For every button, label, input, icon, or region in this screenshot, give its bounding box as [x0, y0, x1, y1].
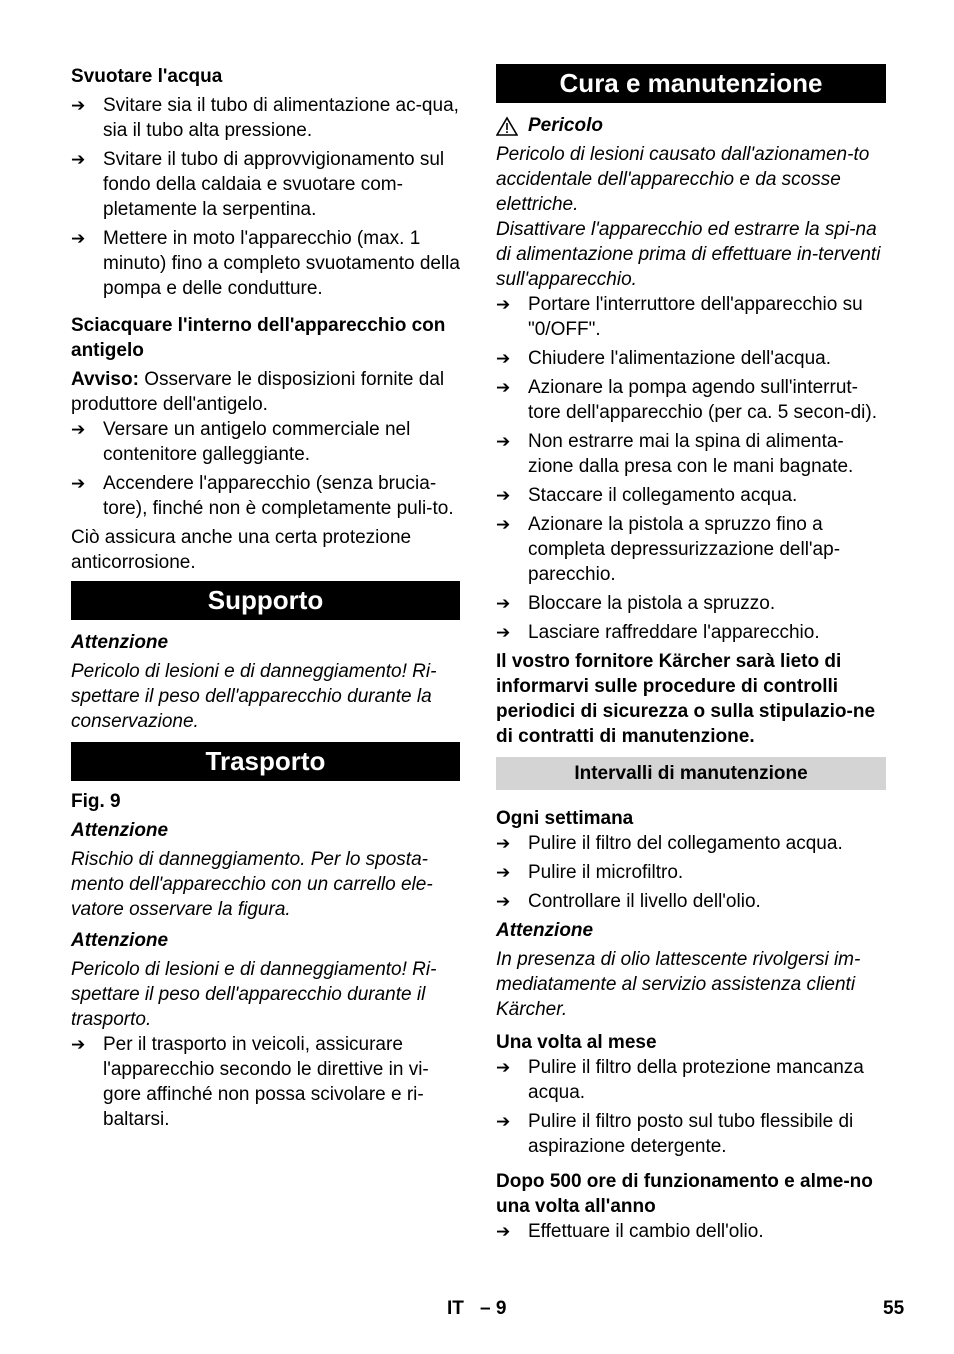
list-item: ➔ Bloccare la pistola a spruzzo. — [496, 593, 776, 614]
figure-ref: Fig. 9 — [71, 791, 121, 812]
section-bar-intervalli: Intervalli di manutenzione — [496, 757, 886, 790]
list-item: ➔ Svitare sia il tubo di alimentazione ac-qua, sia il tubo alta pressione. — [71, 95, 459, 141]
arrow-right-icon: ➔ — [496, 349, 511, 368]
arrow-right-icon: ➔ — [496, 892, 511, 911]
avviso-text: Osservare le disposizioni fornite dal produttore dell'antigelo. — [71, 369, 445, 415]
arrow-right-icon: ➔ — [496, 515, 511, 534]
right-column — [496, 64, 886, 1244]
arrow-right-icon: ➔ — [496, 863, 511, 882]
heading-ogni-settimana: Ogni settimana — [496, 808, 634, 829]
arrow-right-icon: ➔ — [71, 1035, 86, 1054]
list-item: ➔ Pulire il filtro della protezione mancanza acqua. — [496, 1057, 864, 1103]
list-item: ➔ Accendere l'apparecchio (senza brucia-tore), finché non è completamente puli-to. — [71, 473, 454, 519]
attenzione-text: Pericolo di lesioni e di danneggiamento! Ri-spettare il peso dell'apparecchio durante il trasporto. — [71, 959, 437, 1030]
section-bar-trasporto: Trasporto — [71, 742, 460, 781]
pericolo-heading — [496, 113, 886, 138]
list-item: ➔ Azionare la pompa agendo sull'interrut-tore dell'apparecchio (per ca. 5 secon-di). — [496, 377, 877, 423]
warning-triangle-icon — [496, 116, 518, 136]
arrow-right-icon: ➔ — [71, 229, 86, 248]
footer-page-number: 55 — [883, 1298, 905, 1319]
list-item: ➔ Mettere in moto l'apparecchio (max. 1 minuto) fino a completo svuotamento della pompa e delle condutture. — [71, 228, 460, 299]
arrow-right-icon: ➔ — [71, 420, 86, 439]
attenzione-text: In presenza di olio lattescente rivolgersi im-mediatamente al servizio assistenza clienti Kärcher. — [496, 949, 861, 1020]
list-item: ➔ Controllare il livello dell'olio. — [496, 891, 761, 912]
list-item: ➔ Pulire il filtro del collegamento acqua. — [496, 833, 843, 854]
arrow-right-icon: ➔ — [496, 432, 511, 451]
heading-svuotare: Svuotare l'acqua — [71, 66, 223, 87]
pericolo-text: Disattivare l'apparecchio ed estrarre la spi-na di alimentazione prima di effettuare in-terventi sull'apparecchio. — [496, 219, 881, 290]
list-item: ➔ Per il trasporto in veicoli, assicurare l'apparecchio secondo le direttive in vi-gore affinché non possa scivolare e ri-baltarsi. — [71, 1034, 429, 1130]
arrow-right-icon: ➔ — [496, 378, 511, 397]
footer-lang: IT — [447, 1298, 464, 1319]
paragraph-anticorrosione: Ciò assicura anche una certa protezione anticorrosione. — [71, 527, 412, 573]
arrow-right-icon: ➔ — [496, 1058, 511, 1077]
attenzione-label: Attenzione — [71, 632, 169, 653]
section-bar-supporto: Supporto — [71, 581, 460, 620]
arrow-right-icon: ➔ — [496, 295, 511, 314]
arrow-right-icon: ➔ — [496, 594, 511, 613]
attenzione-label: Attenzione — [71, 930, 169, 951]
attenzione-label: Attenzione — [496, 920, 594, 941]
arrow-right-icon: ➔ — [496, 1112, 511, 1131]
footer-page-ref: – 9 — [480, 1298, 507, 1319]
arrow-right-icon: ➔ — [496, 1222, 511, 1241]
karcher-info-paragraph: Il vostro fornitore Kärcher sarà lieto di informarvi sulle procedure di controlli periodici di sicurezza o sulla stipulazio-ne di contratti di manutenzione. — [496, 651, 876, 747]
list-item: ➔ Staccare il collegamento acqua. — [496, 485, 798, 506]
arrow-right-icon: ➔ — [496, 834, 511, 853]
avviso-paragraph — [71, 367, 460, 417]
attenzione-text: Rischio di danneggiamento. Per lo sposta-mento dell'apparecchio con un carrello ele-vatore osservare la figura. — [71, 849, 433, 920]
list-item: ➔ Chiudere l'alimentazione dell'acqua. — [496, 348, 831, 369]
list-item: ➔ Versare un antigelo commerciale nel contenitore galleggiante. — [71, 419, 411, 465]
heading-una-volta-al-mese: Una volta al mese — [496, 1032, 657, 1053]
list-item: ➔ Portare l'interruttore dell'apparecchio su "0/OFF". — [496, 294, 863, 340]
heading-sciacquare: Sciacquare l'interno dell'apparecchio con antigelo — [71, 315, 446, 361]
attenzione-text: Pericolo di lesioni e di danneggiamento! Ri-spettare il peso dell'apparecchio durante la conservazione. — [71, 661, 437, 732]
left-column — [71, 64, 460, 1132]
list-item: ➔ Non estrarre mai la spina di alimenta-zione dalla presa con le mani bagnate. — [496, 431, 854, 477]
arrow-right-icon: ➔ — [496, 486, 511, 505]
arrow-right-icon: ➔ — [496, 623, 511, 642]
arrow-right-icon: ➔ — [71, 96, 86, 115]
section-bar-cura: Cura e manutenzione — [496, 64, 886, 103]
pericolo-label: Pericolo — [528, 115, 603, 136]
list-item: ➔ Pulire il microfiltro. — [496, 862, 684, 883]
arrow-right-icon: ➔ — [71, 150, 86, 169]
list-item: ➔ Effettuare il cambio dell'olio. — [496, 1221, 764, 1242]
list-item: ➔ Svitare il tubo di approvvigionamento sul fondo della caldaia e svuotare com-pletamente la serpentina. — [71, 149, 445, 220]
list-item: ➔ Pulire il filtro posto sul tubo flessibile di aspirazione detergente. — [496, 1111, 854, 1157]
list-item: ➔ Azionare la pistola a spruzzo fino a completa depressurizzazione dell'ap-parecchio. — [496, 514, 841, 585]
avviso-label: Avviso: — [71, 369, 139, 390]
arrow-right-icon: ➔ — [71, 474, 86, 493]
list-item: ➔ Lasciare raffreddare l'apparecchio. — [496, 622, 820, 643]
heading-dopo-500-ore: Dopo 500 ore di funzionamento e alme-no una volta all'anno — [496, 1171, 873, 1217]
attenzione-label: Attenzione — [71, 820, 169, 841]
pericolo-text: Pericolo di lesioni causato dall'azionamen-to accidentale dell'apparecchio e da scosse elettriche. — [496, 144, 870, 215]
